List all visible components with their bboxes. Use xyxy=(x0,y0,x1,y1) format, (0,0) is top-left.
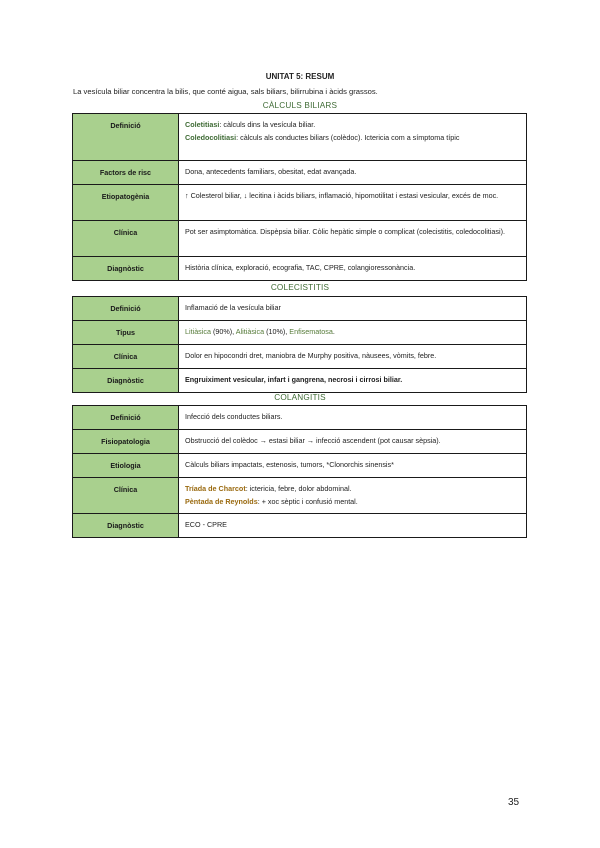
row-key: Diagnòstic xyxy=(73,257,179,281)
table-row xyxy=(73,161,527,185)
table-row xyxy=(73,257,527,281)
row-key: Diagnòstic xyxy=(73,514,179,538)
table-colangitis xyxy=(72,405,527,538)
row-key: Etiopatogènia xyxy=(73,185,179,221)
row-key: Tipus xyxy=(73,321,179,345)
section-title-colangitis: COLANGITIS xyxy=(274,393,326,402)
row-value: Infecció dels conductes biliars. xyxy=(179,406,527,430)
row-value: Dona, antecedents familiars, obesitat, edat avançada. xyxy=(179,161,527,185)
intro-text: La vesícula biliar concentra la bilis, que conté aigua, sals biliars, bilirrubina i àcids grassos. xyxy=(73,87,378,96)
table-row xyxy=(73,430,527,454)
row-value: Dolor en hipocondri dret, maniobra de Murphy positiva, nàusees, vòmits, febre. xyxy=(179,345,527,369)
page-title: UNITAT 5: RESUM xyxy=(265,72,335,81)
row-value: Inflamació de la vesícula biliar xyxy=(179,297,527,321)
table-row xyxy=(73,478,527,514)
table-calculs-biliars xyxy=(72,113,527,281)
row-value: ECO - CPRE xyxy=(179,514,527,538)
row-key: Factors de risc xyxy=(73,161,179,185)
row-key: Fisiopatologia xyxy=(73,430,179,454)
row-value: Litiàsica (90%), Alitiàsica (10%), Enfisematosa. xyxy=(179,321,527,345)
clinical-line: Pèntada de Reynolds: + xoc sèptic i confusió mental. xyxy=(185,496,358,506)
table-row xyxy=(73,185,527,221)
table-row xyxy=(73,406,527,430)
row-key: Definició xyxy=(73,406,179,430)
section-title-calculs-biliars: CÀLCULS BILIARS xyxy=(262,101,338,110)
row-value: ↑ Colesterol biliar, ↓ lecitina i àcids biliars, inflamació, hipomotilitat i estasi vesicular, excés de moc. xyxy=(179,185,527,221)
row-value: Engruiximent vesicular, infart i gangrena, necrosi i cirrosi biliar. xyxy=(179,369,527,393)
table-colecistitis xyxy=(72,296,527,393)
table-row xyxy=(73,369,527,393)
definition-line: Coletitiasi: càlculs dins la vesícula biliar. xyxy=(185,120,316,129)
table-row xyxy=(73,321,527,345)
table-row xyxy=(73,221,527,257)
row-value: Història clínica, exploració, ecografia, TAC, CPRE, colangioressonància. xyxy=(179,257,527,281)
row-value: Pot ser asimptomàtica. Dispèpsia biliar. Còlic hepàtic simple o complicat (colecistitis, coledocolitiasi). xyxy=(179,221,527,257)
page-number: 35 xyxy=(508,797,520,808)
row-key: Clínica xyxy=(73,221,179,257)
row-key: Definició xyxy=(73,114,179,161)
table-row xyxy=(73,514,527,538)
row-key: Clínica xyxy=(73,345,179,369)
section-title-colecistitis: COLECISTITIS xyxy=(270,283,330,292)
row-value xyxy=(179,114,527,161)
row-value: Obstrucció del colèdoc → estasi biliar → infecció ascendent (pot causar sèpsia). xyxy=(179,430,527,454)
row-key: Etiologia xyxy=(73,454,179,478)
row-value xyxy=(179,478,527,514)
row-key: Definició xyxy=(73,297,179,321)
row-value: Càlculs biliars impactats, estenosis, tumors, *Clonorchis sinensis* xyxy=(179,454,527,478)
clinical-line: Tríada de Charcot: ictericia, febre, dolor abdominal. xyxy=(185,484,352,493)
row-key: Diagnòstic xyxy=(73,369,179,393)
table-row xyxy=(73,297,527,321)
table-row xyxy=(73,345,527,369)
table-row xyxy=(73,114,527,161)
row-key: Clínica xyxy=(73,478,179,514)
definition-line: Coledocolitiasi: càlculs als conductes biliars (colèdoc). Ictericia com a símptoma típic xyxy=(185,132,460,142)
table-row xyxy=(73,454,527,478)
